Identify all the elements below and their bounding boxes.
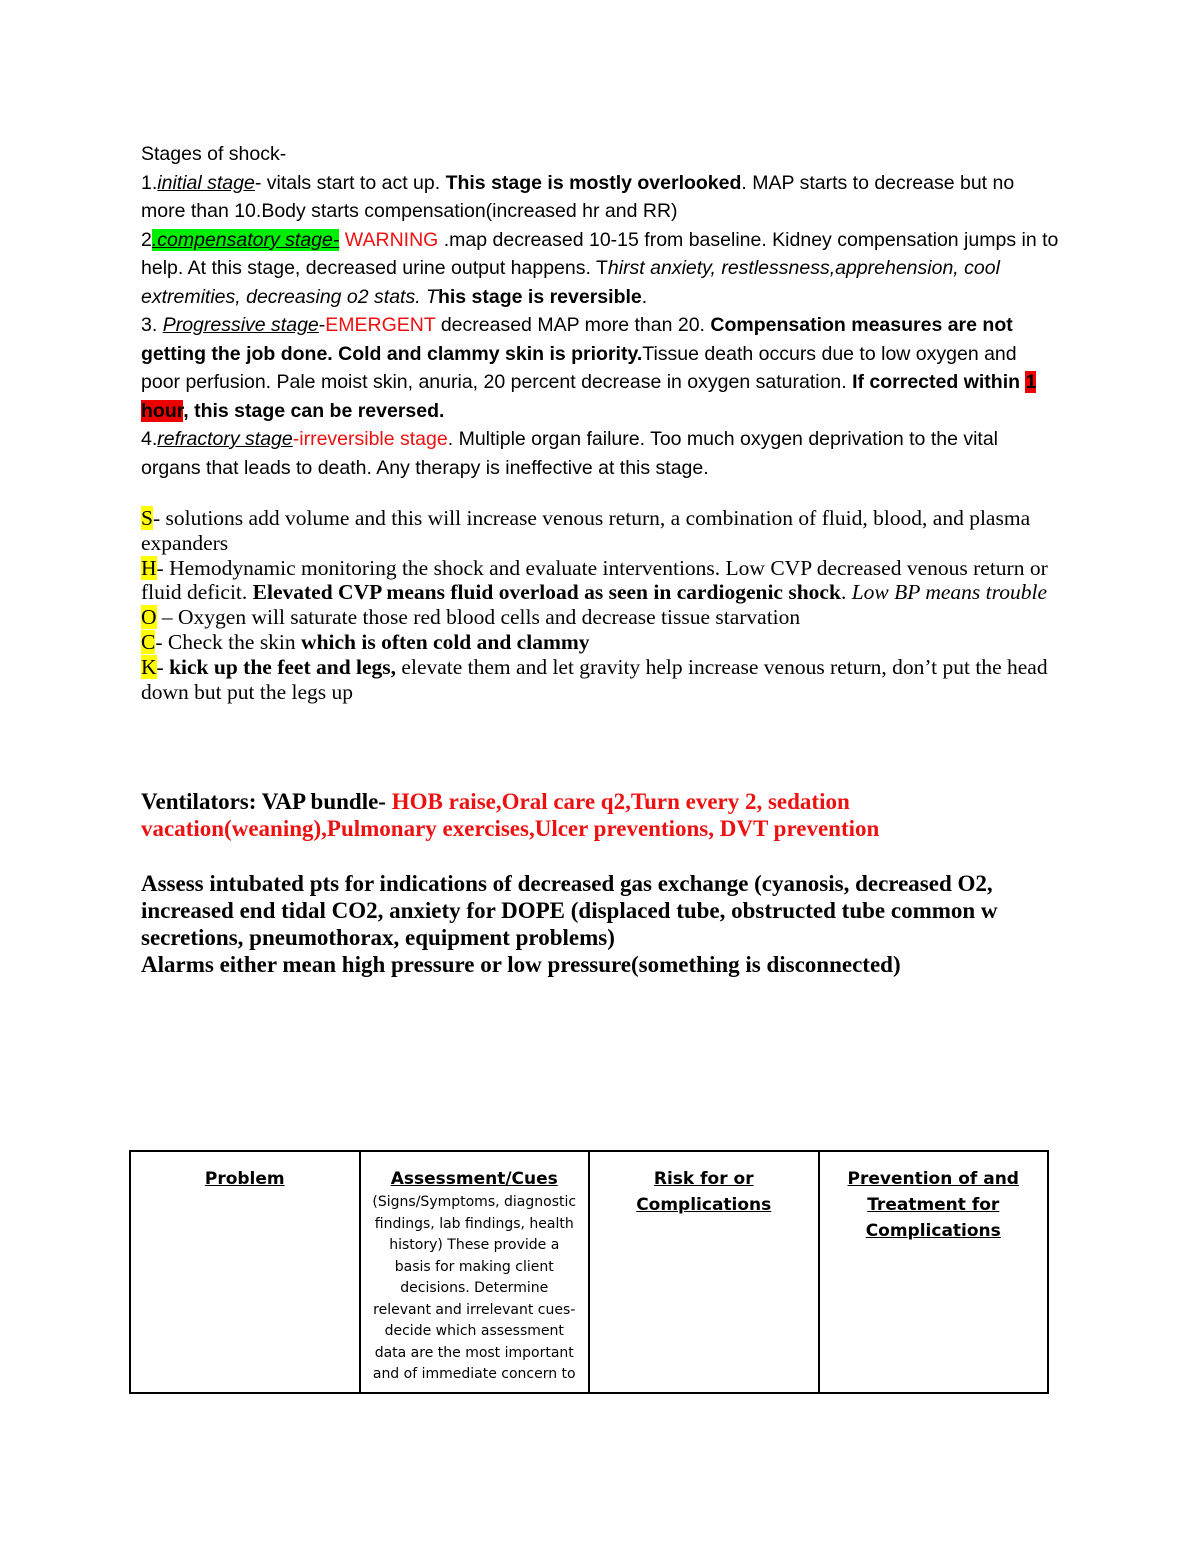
ventilators-paragraph [141,788,1061,842]
stage-2-paragraph: 2.compensatory stage- WARNING .map decreased 10-15 from baseline. Kidney compensation jumps in to help. At this stage, decreased urine output happens. Thirst anxiety, restlessness,apprehension, cool extremities, decreasing o2 stats. This stage is reversible. [141,228,1059,308]
assess-section [141,870,1061,978]
mnemonic-s: S- solutions add volume and this will increase venous return, a combination of fluid, blood, and plasma expanders [141,506,1031,555]
stage-2-italic: hirst anxiety, restlessness,apprehension, cool extremities, decreasing o2 stats. T [141,257,1000,308]
stages-of-shock-section [141,140,1061,482]
stage-3-text: decreased MAP more than 20. [435,314,711,336]
vap-bundle-items: HOB raise,Oral care q2,Turn every 2, sedation vacation(weaning),Pulmonary exercises,Ulcer preventions, DVT prevention [141,789,880,841]
stage-3-hour-highlight: 1 hour [141,371,1037,422]
stage-2-warning: WARNING [344,228,439,251]
stage-3-name: Progressive stage [162,314,319,336]
mnemonic-letter: O [141,605,157,630]
stage-1-name: initial stage [157,171,255,194]
stage-1-text: - vitals start to act up. [254,171,446,194]
stages-title: Stages of shock- [141,143,287,165]
stage-4-number: 4. [141,428,158,450]
alarms-paragraph: Alarms either mean high pressure or low pressure(something is disconnected) [141,952,901,977]
mnemonic-letter: S [141,506,153,530]
shock-mnemonic-section [141,506,1061,704]
stage-1-paragraph [141,169,1061,226]
mnemonic-c: C- Check the skin which is often cold and clammy [141,629,590,654]
ventilators-section [141,788,1061,842]
stage-3-number: 3. [141,314,163,336]
stage-1-bold: This stage is mostly overlooked [445,171,742,194]
stage-4-text: . Multiple organ failure. Too much oxygen deprivation to the vital organs that leads to death. Any therapy is ineffective at this stage. [141,428,999,479]
problem-header: Problem [204,1169,285,1189]
mnemonic-letter: C [141,629,156,654]
stage-3-bold-3: , this stage can be reversed. [183,399,445,422]
stage-3-text-2: Tissue death occurs due to low oxygen and poor perfusion. Pale moist skin, anuria, 20 percent decrease in oxygen saturation. [141,342,1017,393]
mnemonic-letter: K [141,654,157,679]
prevention-column [819,1151,1049,1393]
stage-2-name: .compensatory stage- [151,228,340,251]
stage-3-emergent: EMERGENT [325,314,436,336]
problem-column [130,1151,360,1393]
mnemonic-o: O – Oxygen will saturate those red blood cells and decrease tissue starvation [141,605,801,630]
assessment-description: (Signs/Symptoms, diagnostic findings, lab findings, health history) These provide a basis for making client decisions. Determine relevant and irrelevant cues- decide which assessment data are the most important and of immediate concern to [372,1194,577,1382]
risk-column [589,1151,819,1393]
mnemonic-letter: H [141,555,157,580]
stage-2-bold: his stage is reversible [437,285,642,308]
mnemonic-k: K- kick up the feet and legs, elevate them and let gravity help increase venous return, don’t put the head down but put the legs up [141,654,1048,704]
stage-1-text-2: . MAP starts to decrease but no more than 10.Body starts compensation(increased hr and RR) [141,171,1015,222]
mnemonic-h: H- Hemodynamic monitoring the shock and evaluate interventions. Low CVP decreased venous return or fluid deficit. Elevated CVP means fluid overload as seen in cardiogenic shock. Low BP means trouble [141,555,1048,605]
stage-2-number: 2 [141,228,152,251]
ventilators-label: Ventilators: VAP bundle- [141,789,392,814]
stage-4-irreversible: -irreversible stage [292,428,448,450]
risk-header: Risk for or Complications [636,1169,772,1215]
care-plan-table [129,1150,1049,1394]
assessment-column [360,1151,590,1393]
stage-4-name: refractory stage [157,428,293,450]
stage-3-paragraph: 3. Progressive stage-EMERGENT decreased MAP more than 20. Compensation measures are not getting the job done. Cold and clammy skin is priority.Tissue death occurs due to low oxygen and poor perfusion. Pale moist skin, anuria, 20 percent decrease in oxygen saturation. If corrected within 1 hour, this stage can be reversed. [141,314,1037,422]
assess-paragraph: Assess intubated pts for indications of decreased gas exchange (cyanosis, decreased O2, increased end tidal CO2, anxiety for DOPE (displaced tube, obstructed tube common w secretions, pneumothorax, equipment problems) [141,871,998,950]
stage-1-number: 1. [141,171,158,194]
assessment-header: Assessment/Cues [390,1169,558,1189]
stage-3-bold: Compensation measures are not getting the job done. Cold and clammy skin is priority. [141,314,1013,365]
prevention-header: Prevention of and Treatment for Complications [847,1169,1019,1241]
stage-2-text: .map decreased 10-15 from baseline. Kidney compensation jumps in to help. At this stage, decreased urine output happens. T [141,228,1059,279]
stage-4-paragraph [141,425,1061,482]
stage-3-bold-2: If corrected within [852,371,1026,393]
table-row [130,1151,1048,1393]
